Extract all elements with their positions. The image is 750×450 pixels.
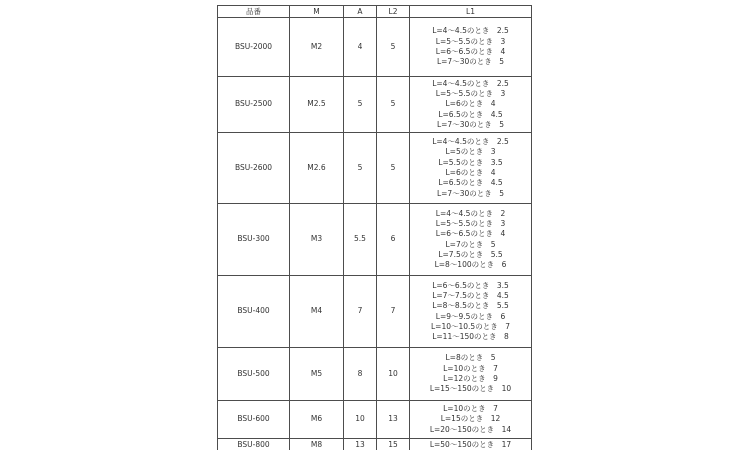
m-cell: M3 xyxy=(290,204,344,276)
part-no-cell: BSU-600 xyxy=(218,401,290,439)
l1-line: L=5～5.5のとき 3 xyxy=(435,36,506,46)
l1-cell xyxy=(410,133,532,204)
part-no-cell: BSU-800 xyxy=(218,439,290,450)
l1-line: L=5のとき 3 xyxy=(445,147,496,157)
l2-cell: 5 xyxy=(377,133,410,204)
part-no-cell: BSU-2600 xyxy=(218,133,290,204)
l1-cell xyxy=(410,204,532,276)
l2-cell: 13 xyxy=(377,401,410,439)
l2-cell: 10 xyxy=(377,348,410,401)
m-cell: M4 xyxy=(290,276,344,348)
l1-line: L=7のとき 5 xyxy=(445,239,496,249)
m-cell: M5 xyxy=(290,348,344,401)
a-cell: 5 xyxy=(344,133,377,204)
l1-cell xyxy=(410,401,532,439)
l1-line: L=8のとき 5 xyxy=(445,353,496,363)
l1-line: L=5～5.5のとき 3 xyxy=(435,218,506,228)
l2-cell: 5 xyxy=(377,77,410,133)
m-cell: M2.6 xyxy=(290,133,344,204)
l1-line: L=9～9.5のとき 6 xyxy=(435,311,506,321)
l2-cell: 5 xyxy=(377,18,410,77)
l1-line: L=6～6.5のとき 4 xyxy=(435,229,506,239)
l1-line: L=8～100のとき 6 xyxy=(434,260,507,270)
l1-line: L=10のとき 7 xyxy=(443,404,498,414)
table-row xyxy=(218,204,532,276)
table-row xyxy=(218,276,532,348)
a-cell: 7 xyxy=(344,276,377,348)
l1-line: L=10～10.5のとき 7 xyxy=(431,321,510,331)
l1-line: L=7.5のとき 5.5 xyxy=(438,249,503,259)
part-no-cell: BSU-300 xyxy=(218,204,290,276)
table-row xyxy=(218,18,532,77)
l1-line: L=10のとき 7 xyxy=(443,363,498,373)
l1-line: L=8～8.5のとき 5.5 xyxy=(432,301,509,311)
l1-line: L=6.5のとき 4.5 xyxy=(438,109,503,119)
l1-line: L=7～30のとき 5 xyxy=(436,188,505,198)
a-cell: 8 xyxy=(344,348,377,401)
l1-cell xyxy=(410,18,532,77)
table-row xyxy=(218,439,532,450)
l1-line: L=15のとき 12 xyxy=(440,414,501,424)
l1-cell xyxy=(410,276,532,348)
l1-line: L=6.5のとき 4.5 xyxy=(438,178,503,188)
l1-line: L=5～5.5のとき 3 xyxy=(435,89,506,99)
a-cell: 4 xyxy=(344,18,377,77)
l1-line: L=50～150のとき 17 xyxy=(429,440,512,450)
a-cell: 10 xyxy=(344,401,377,439)
l1-cell xyxy=(410,348,532,401)
l1-line: L=6のとき 4 xyxy=(445,99,496,109)
l1-line: L=4～4.5のとき 2.5 xyxy=(432,26,509,36)
l1-line: L=4～4.5のとき 2.5 xyxy=(432,78,509,88)
m-cell: M2.5 xyxy=(290,77,344,133)
part-no-cell: BSU-400 xyxy=(218,276,290,348)
table-row xyxy=(218,77,532,133)
l1-line: L=6～6.5のとき 4 xyxy=(435,47,506,56)
spec-table xyxy=(217,5,532,450)
header-l1: L1 xyxy=(410,6,532,18)
table-body xyxy=(218,18,532,450)
l1-line: L=7～30のとき 5 xyxy=(436,119,505,129)
m-cell: M6 xyxy=(290,401,344,439)
l1-line: L=15～150のとき 10 xyxy=(429,384,512,394)
l1-line: L=12のとき 9 xyxy=(443,374,498,383)
l1-line: L=7～7.5のとき 4.5 xyxy=(432,290,509,300)
l1-line: L=20～150のとき 14 xyxy=(429,424,512,434)
header-l2: L2 xyxy=(377,6,410,18)
l2-cell: 6 xyxy=(377,204,410,276)
header-a: A xyxy=(344,6,377,18)
part-no-cell: BSU-2000 xyxy=(218,18,290,77)
header-m: M xyxy=(290,6,344,18)
m-cell: M2 xyxy=(290,18,344,77)
table-header xyxy=(218,6,532,18)
l1-line: L=6～6.5のとき 3.5 xyxy=(432,280,509,290)
l1-cell xyxy=(410,439,532,450)
table-row xyxy=(218,401,532,439)
header-row xyxy=(218,6,532,18)
l1-line: L=11～150のとき 8 xyxy=(432,332,509,342)
part-no-cell: BSU-2500 xyxy=(218,77,290,133)
a-cell: 5.5 xyxy=(344,204,377,276)
table-row xyxy=(218,133,532,204)
m-cell: M8 xyxy=(290,439,344,450)
l1-line: L=6のとき 4 xyxy=(445,168,496,177)
l1-line: L=5.5のとき 3.5 xyxy=(438,157,503,167)
a-cell: 5 xyxy=(344,77,377,133)
l2-cell: 7 xyxy=(377,276,410,348)
l2-cell: 15 xyxy=(377,439,410,450)
table-row xyxy=(218,348,532,401)
part-no-cell: BSU-500 xyxy=(218,348,290,401)
l1-line: L=4～4.5のとき 2 xyxy=(435,208,506,218)
l1-cell xyxy=(410,77,532,133)
l1-line: L=4～4.5のとき 2.5 xyxy=(432,137,509,147)
a-cell: 13 xyxy=(344,439,377,450)
l1-line: L=7～30のとき 5 xyxy=(436,57,505,67)
header-part-no: 品番 xyxy=(218,6,290,18)
